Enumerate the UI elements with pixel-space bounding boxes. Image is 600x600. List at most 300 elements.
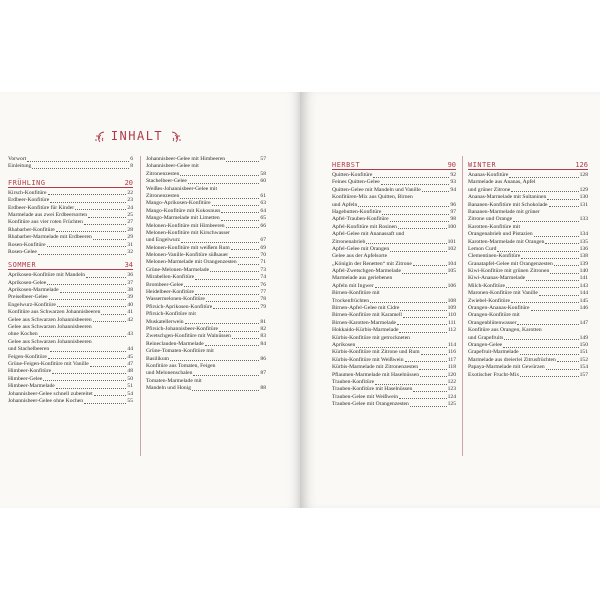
dot-leader	[188, 183, 260, 184]
toc-entry	[332, 312, 456, 319]
toc-entry-title: Aprikosen-Gelee	[8, 279, 47, 286]
toc-entry	[468, 349, 588, 356]
toc-entry	[8, 376, 133, 383]
toc-entry-title: Pfirsich-Konfitüre mit	[146, 311, 196, 318]
toc-entry-title: Trauben-Konfitüre	[332, 378, 375, 385]
toc-entry-title: Apfel-Gelee mit Orangen	[332, 245, 390, 252]
toc-entry	[332, 320, 456, 327]
toc-page-number: 82	[260, 325, 266, 332]
toc-page-number: 88	[260, 385, 266, 392]
toc-entry	[146, 193, 266, 200]
toc-page-number: 138	[579, 253, 588, 260]
toc-entry-title: Orangen-Gelee	[468, 341, 503, 348]
toc-entry	[146, 282, 266, 289]
toc-page-number: 38	[127, 287, 133, 294]
toc-page-number: 105	[447, 268, 456, 275]
dot-leader	[180, 175, 259, 176]
toc-entry	[8, 280, 133, 287]
dot-leader	[195, 294, 259, 295]
toc-entry-title: Heidelbeer-Konfitüre	[146, 289, 195, 296]
toc-page-number: 28	[127, 226, 133, 233]
section-page-number: 20	[124, 178, 133, 187]
dot-leader	[193, 375, 259, 376]
toc-entry-title: Quitten-Gelee mit Mandeln und Vanille	[332, 186, 421, 193]
toc-column-2	[146, 156, 266, 393]
toc-page-number: 60	[260, 178, 266, 185]
toc-entry	[146, 304, 266, 311]
dot-leader	[48, 358, 127, 359]
toc-entry	[146, 289, 266, 296]
dot-leader	[520, 354, 579, 355]
dot-leader	[60, 292, 127, 293]
dot-leader	[405, 361, 447, 362]
toc-page-number: 69	[260, 244, 266, 251]
toc-entry-title: Stachelbeer-Gelee	[146, 178, 187, 185]
toc-page-number: 29	[127, 234, 133, 241]
dot-leader	[373, 177, 449, 178]
toc-page-number: 100	[447, 223, 456, 230]
toc-entry	[468, 172, 588, 179]
toc-entry-title: Johannisbeer-Gelee mit	[146, 163, 199, 170]
toc-page-number: 71	[260, 259, 266, 266]
toc-entry	[8, 227, 133, 234]
toc-page-number: 102	[447, 245, 456, 252]
toc-entry-title: Preiselbeer-Gelee	[8, 294, 48, 301]
toc-entry	[332, 209, 456, 216]
dot-leader	[531, 310, 579, 311]
toc-entry-title: Orangenabrieb und Pistazien	[468, 231, 533, 238]
toc-entry-title: Muskatellerwein	[146, 318, 184, 325]
toc-entry-title: Brombeer-Gelee	[146, 281, 184, 288]
toc-page-number: 96	[450, 201, 456, 208]
toc-entry-title: Tomaten-Marmelade mit	[146, 377, 202, 384]
toc-entry-title: Kürbis-Konfitüre mit Weißwein	[332, 356, 404, 363]
toc-page-number: 139	[579, 260, 588, 267]
toc-page-number: 23	[127, 197, 133, 204]
toc-entry-title: Ananas-Konfitüre	[468, 172, 509, 178]
toc-entry	[468, 231, 588, 238]
dot-leader	[358, 206, 449, 207]
toc-entry-title: Wassermelonen-Konfitüre	[146, 296, 205, 303]
toc-entry	[468, 298, 588, 305]
section-heading	[8, 258, 133, 270]
book-spread	[0, 92, 600, 508]
toc-entry	[468, 342, 588, 349]
toc-entry-title: Melonen-Konfitüre mit Kirschwasser	[146, 229, 230, 236]
dot-leader	[382, 214, 449, 215]
toc-entry	[8, 205, 133, 212]
toc-entry	[146, 296, 266, 303]
dot-leader	[226, 161, 259, 162]
spacer	[8, 171, 133, 174]
toc-entry-title: Basilikum	[146, 355, 169, 362]
toc-page-number: 84	[260, 340, 266, 347]
toc-entry-title: Gelee aus der Apfelsorte	[332, 253, 388, 260]
right-flourish-icon	[170, 130, 184, 144]
dot-leader	[546, 369, 579, 370]
toc-entry-title: Himbeer-Gelee	[8, 375, 43, 382]
toc-page-number: 135	[579, 238, 588, 245]
toc-page-number: 44	[127, 346, 133, 353]
dot-leader	[48, 194, 127, 195]
toc-entry	[468, 335, 588, 342]
toc-entry-title: Zitrone und Orange	[468, 216, 513, 223]
dot-leader	[526, 280, 578, 281]
toc-entry	[8, 287, 133, 294]
toc-entry-title: Mango-Konfitüre mit Kokosnuss	[146, 207, 221, 214]
dot-leader	[381, 184, 450, 185]
toc-entry	[146, 237, 266, 244]
toc-entry	[468, 283, 588, 290]
toc-entry-title: Weißes-Johannisbeer-Gelee mit	[146, 185, 218, 192]
dot-leader	[32, 168, 129, 169]
section-title: SOMMER	[8, 261, 37, 270]
toc-page-number: 25	[127, 211, 133, 218]
toc-title	[104, 126, 170, 146]
toc-entry	[468, 253, 588, 260]
dot-leader	[221, 212, 259, 213]
dot-leader	[38, 254, 127, 255]
toc-page-number: 8	[130, 163, 133, 170]
toc-entry-title: Marmelade aus zwei Erdbeersorten	[8, 211, 88, 218]
toc-entry	[8, 219, 133, 226]
dot-leader	[52, 373, 126, 374]
toc-entry	[332, 172, 456, 179]
section-page-number: 126	[575, 161, 588, 169]
dot-leader	[370, 302, 447, 303]
toc-entry	[146, 252, 266, 259]
toc-entry-title: Trockenfrüchten	[332, 297, 370, 304]
toc-entry	[8, 309, 133, 316]
toc-entry-title: Orangenblütenwasser	[468, 319, 517, 326]
toc-page-number: 32	[127, 248, 133, 255]
toc-page-number: 77	[260, 289, 266, 296]
toc-entry	[8, 361, 133, 368]
toc-entry	[332, 246, 456, 253]
dot-leader	[421, 354, 447, 355]
toc-entry-title: Karotten-Marmelade mit Orangen	[468, 238, 545, 245]
toc-entry-title: Feigen-Konfitüre	[8, 353, 47, 360]
toc-page-number: 48	[127, 368, 133, 375]
toc-entry-title: und Stachelbeeren	[8, 346, 50, 353]
section-page-number: 90	[447, 161, 456, 169]
toc-page-number: 154	[579, 364, 588, 371]
toc-page-number: 120	[447, 371, 456, 378]
dot-leader	[390, 221, 450, 222]
toc-entry-title: Papaya-Marmelade mit Gewürzen	[468, 364, 545, 371]
toc-entry	[146, 200, 266, 207]
toc-entry-title: Kürbis-Konfitüre mit getrockneten	[332, 334, 410, 341]
toc-entry	[146, 223, 266, 230]
toc-entry-title: Zwiebel-Konfitüre	[468, 297, 510, 304]
toc-page-number: 61	[260, 192, 266, 199]
toc-entry-title: Melonen-Konfitüre mit Himbeeren	[146, 222, 225, 229]
dot-leader	[88, 217, 126, 218]
dot-leader	[397, 324, 447, 325]
dot-leader	[84, 403, 126, 404]
toc-entry	[146, 245, 266, 252]
toc-page-number: 83	[260, 333, 266, 340]
dot-leader	[50, 351, 126, 352]
toc-entry-title: Marmelade aus geriebenen	[332, 275, 393, 282]
section-title: FRÜHLING	[8, 178, 46, 187]
toc-entry-title: Mango-Aprikosen-Konfitüre	[146, 200, 211, 207]
toc-entry-title: Milch-Konfitüre	[468, 282, 505, 289]
toc-entry-title: Reineclauden-Marmelade	[146, 340, 204, 347]
toc-entry-title: Quitten-Konfitüre	[332, 172, 373, 178]
toc-entry	[146, 178, 266, 185]
toc-entry	[468, 364, 588, 371]
toc-entry	[146, 326, 266, 333]
toc-entry-title: Aprikosen-Marmelade	[8, 287, 59, 294]
column-divider	[140, 156, 141, 456]
toc-page-number: 73	[260, 266, 266, 273]
dot-leader	[509, 177, 578, 178]
toc-entry	[332, 386, 456, 393]
toc-entry-title: Pfirsich-Johannisbeer-Konfitüre	[146, 325, 218, 332]
toc-page-number: 122	[447, 378, 456, 385]
toc-page-number: 147	[579, 319, 588, 326]
toc-entry-title: Trauben-Gelee mit Weißwein	[332, 393, 399, 400]
toc-entry-title: Apfel-Zwetschgen-Marmelade	[332, 268, 401, 275]
dot-leader	[90, 366, 127, 367]
toc-entry-title: Orangen-Ananas-Konfitüre	[468, 305, 530, 312]
toc-page-number: 157	[579, 371, 588, 378]
toc-entry-title: Grüne-Feigen-Konfitüre mit Vanille	[8, 360, 89, 367]
dot-leader	[93, 321, 127, 322]
dot-leader	[226, 227, 260, 228]
toc-entry-title: „Königin der Renetten“ mit Zitrone	[332, 260, 412, 267]
section-page-number: 34	[124, 261, 133, 270]
dot-leader	[520, 376, 578, 377]
toc-page-number: 47	[127, 360, 133, 367]
toc-entry	[8, 272, 133, 279]
toc-entry	[332, 283, 456, 290]
toc-page-number: 123	[447, 386, 456, 393]
toc-entry	[146, 319, 266, 326]
toc-entry-title: Trauben-Konfitüre mit Haselnüssen	[332, 386, 413, 393]
dot-leader	[184, 286, 259, 287]
dot-leader	[56, 231, 127, 232]
toc-page-number: 131	[579, 201, 588, 208]
toc-title-text: INHALT	[110, 129, 164, 143]
dot-leader	[511, 191, 578, 192]
toc-entry	[8, 197, 133, 204]
dot-leader	[180, 198, 259, 199]
toc-entry-title: Rhabarber-Marmelade mit Erdbeeren	[8, 234, 92, 241]
toc-entry-title: ohne Kochen	[8, 331, 38, 338]
dot-leader	[229, 257, 259, 258]
dot-leader	[181, 242, 259, 243]
toc-entry-title: Granatapfel-Gelee mit Orangenzesten	[468, 260, 553, 267]
toc-page-number: 31	[127, 241, 133, 248]
toc-entry-title: Kiwi-Konfitüre mit grünen Zitronen	[468, 268, 550, 275]
toc-entry-title: Aprikosen-Konfitüre mit Mandeln	[8, 272, 86, 279]
dot-leader	[402, 273, 447, 274]
toc-entry-title: Konfitüre aus Schwarzen Johannisbeeren	[8, 309, 101, 316]
toc-entry-title: Exotischer Frucht-Mix	[468, 371, 520, 378]
toc-entry	[8, 346, 133, 353]
toc-page-number: 129	[579, 186, 588, 193]
dot-leader	[410, 406, 447, 407]
toc-entry-title: und Melonenschalen	[146, 370, 193, 377]
toc-entry-title: Grüne-Melonen-Marmelade	[146, 266, 210, 273]
toc-entry-title: Gelee aus Schwarzen Johannisbeeren	[8, 324, 92, 331]
toc-entry	[146, 370, 266, 377]
toc-entry-title: Grapefruit-Marmelade	[468, 349, 519, 356]
toc-page-number: 117	[447, 356, 456, 363]
dot-leader	[185, 323, 260, 324]
toc-entry	[332, 239, 456, 246]
toc-entry	[8, 242, 133, 249]
toc-entry	[146, 333, 266, 340]
toc-column-4	[468, 156, 588, 379]
toc-entry	[8, 212, 133, 219]
toc-entry	[146, 156, 266, 163]
toc-page-number: 50	[127, 375, 133, 382]
toc-entry-title: Himbeer-Konfitüre	[8, 368, 52, 375]
toc-entry	[332, 179, 456, 186]
toc-entry	[468, 261, 588, 268]
toc-entry-title: und Engelwurz	[146, 237, 181, 244]
toc-page-number: 150	[579, 341, 588, 348]
toc-page-number: 40	[127, 301, 133, 308]
dot-leader	[221, 220, 260, 221]
dot-leader	[192, 390, 259, 391]
dot-leader	[547, 199, 578, 200]
dot-leader	[50, 202, 126, 203]
toc-page-number: 6	[130, 156, 133, 162]
toc-entry-title: Karotten-Konfitüre mit	[468, 223, 521, 230]
toc-entry	[332, 379, 456, 386]
dot-leader	[219, 331, 259, 332]
dot-leader	[511, 302, 579, 303]
toc-entry-title: Johannisbeer-Gelee schnell zubereitet	[8, 390, 93, 397]
toc-entry	[146, 267, 266, 274]
toc-entry-title: Konfitüre aus Orangen, Karotten	[468, 327, 542, 334]
dot-leader	[422, 191, 450, 192]
toc-entry-title: Zitronenzesten	[146, 170, 180, 177]
toc-page-number: 109	[447, 305, 456, 312]
toc-entry	[468, 275, 588, 282]
toc-entry-title: Apfel-Trauben-Konfitüre	[332, 216, 389, 223]
toc-entry	[468, 246, 588, 253]
dot-leader	[212, 205, 260, 206]
dot-leader	[232, 338, 260, 339]
toc-page-number: 27	[127, 219, 133, 226]
dot-leader	[419, 369, 447, 370]
dot-leader	[399, 398, 447, 399]
toc-entry	[332, 305, 456, 312]
toc-page-number: 79	[260, 303, 266, 310]
dot-leader	[47, 246, 127, 247]
toc-entry-title: Birnen-Konfitüre mit Karamell	[332, 312, 402, 319]
toc-entry-title: Gelee aus Schwarzen Johannisbeeren	[8, 338, 92, 345]
toc-entry-title: Zitronenzesten	[146, 192, 180, 199]
toc-page-number: 66	[260, 222, 266, 229]
toc-page-number: 43	[127, 331, 133, 338]
dot-leader	[504, 339, 578, 340]
dot-leader	[399, 332, 446, 333]
toc-entry	[8, 391, 133, 398]
toc-entry	[468, 372, 588, 379]
dot-leader	[554, 265, 579, 266]
toc-entry-title: Hokkaido-Kürbis-Marmelade	[332, 327, 399, 334]
dot-leader	[206, 301, 260, 302]
toc-entry	[146, 341, 266, 348]
toc-entry	[146, 356, 266, 363]
toc-entry	[332, 216, 456, 223]
toc-entry-title: Birnen-Karotten-Marmelade	[332, 319, 396, 326]
toc-page-number: 149	[579, 334, 588, 341]
dot-leader	[497, 251, 578, 252]
toc-entry-title: Himbeer-Marmelade	[8, 383, 55, 390]
toc-column-1	[8, 156, 133, 405]
toc-entry-title: Birnen-Konfitüre mit	[332, 290, 380, 297]
toc-entry-title: Trauben-Gelee mit Orangenzesten	[332, 401, 409, 408]
toc-entry	[468, 305, 588, 312]
toc-page-number: 58	[260, 170, 266, 177]
dot-leader	[400, 310, 446, 311]
toc-entry	[468, 290, 588, 297]
section-heading	[468, 158, 588, 170]
dot-leader	[195, 279, 259, 280]
dot-leader	[57, 306, 127, 307]
dot-leader	[86, 277, 126, 278]
toc-page-number: 114	[447, 341, 456, 348]
toc-page-number: 97	[450, 208, 456, 215]
toc-entry	[8, 190, 133, 197]
toc-page-number: 74	[260, 274, 266, 281]
toc-entry-title: Bananen-Konfitüre mit Schokolade	[468, 201, 548, 208]
toc-entry-title: Erdbeer-Konfitüre für Kinder	[8, 204, 75, 211]
toc-entry-title: Rosen-Gelee	[8, 248, 37, 255]
toc-entry-title: Äpfeln mit Ingwer	[332, 282, 374, 289]
toc-entry-title: Lemon Curd	[468, 245, 497, 252]
toc-entry-title: und Äpfeln	[332, 201, 358, 208]
toc-entry-title: Johannisbeer-Gelee ohne Kochen	[8, 397, 84, 404]
dot-leader	[390, 251, 446, 252]
dot-leader	[231, 249, 260, 250]
right-page	[300, 92, 600, 508]
toc-page-number: 45	[127, 353, 133, 360]
toc-page-number: 67	[260, 237, 266, 244]
toc-entry-title: Mirabellen-Konfitüre	[146, 274, 195, 281]
toc-entry	[8, 354, 133, 361]
toc-page-number: 54	[127, 390, 133, 397]
toc-entry	[332, 298, 456, 305]
dot-leader	[420, 376, 447, 377]
dot-leader	[403, 317, 447, 318]
toc-entry	[332, 224, 456, 231]
toc-entry-title: Rhabarber-Konfitüre	[8, 226, 55, 233]
toc-page-number: 134	[579, 231, 588, 238]
toc-page-number: 125	[447, 401, 456, 408]
dot-leader	[47, 284, 126, 285]
toc-page-number: 78	[260, 296, 266, 303]
toc-page-number: 64	[260, 207, 266, 214]
dot-leader	[534, 236, 579, 237]
toc-entry-title: Marmelade aus dreierlei Zitrusfrüchten	[468, 356, 556, 363]
toc-page-number: 143	[579, 282, 588, 289]
toc-entry-title: Zitronenabrieb	[332, 238, 366, 245]
toc-entry-title: Zwetschgen-Konfitüre mit Walnüssen	[146, 333, 231, 340]
dot-leader	[375, 384, 447, 385]
toc-page-number: 76	[260, 281, 266, 288]
toc-page-number: 92	[450, 172, 456, 178]
toc-page-number: 94	[450, 186, 456, 193]
toc-page-number: 93	[450, 179, 456, 186]
